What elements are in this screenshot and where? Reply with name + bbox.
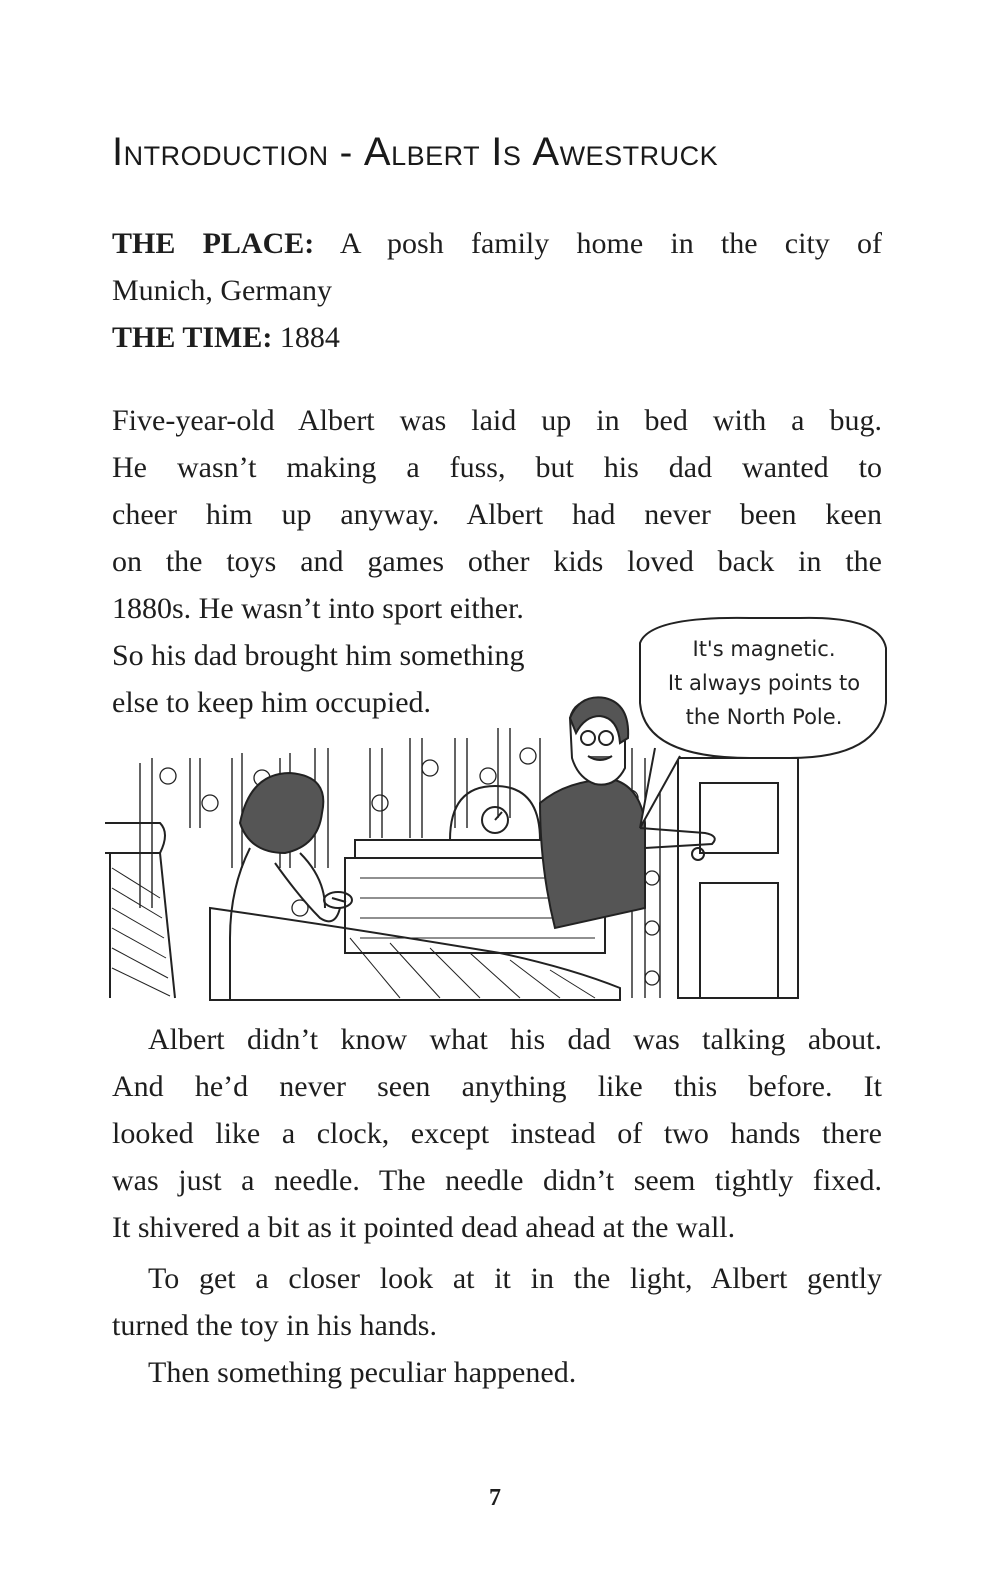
mantel-clock-icon xyxy=(450,786,540,840)
paragraph-line: So his dad brought him something xyxy=(112,639,525,672)
paragraph-line: It shivered a bit as it pointed dead ahead at the wall. xyxy=(112,1211,736,1244)
page-number: 7 xyxy=(489,1485,501,1511)
paragraph-line: He wasn’t making a fuss, but his dad wanted to xyxy=(112,451,882,484)
paragraph-line: else to keep him occupied. xyxy=(112,686,432,719)
title-initial: A xyxy=(363,130,392,174)
paragraph-line: on the toys and games other kids loved back in the xyxy=(112,545,882,578)
title-initial: I xyxy=(112,130,124,174)
title-dash: - xyxy=(328,132,364,174)
boy-figure xyxy=(230,773,352,1000)
paragraph-line: To get a closer look at it in the light, Albert gently xyxy=(148,1262,882,1295)
paragraph-line: Albert didn’t know what his dad was talking about. xyxy=(148,1023,882,1056)
time-value: 1884 xyxy=(272,321,340,354)
title-initial: A xyxy=(532,130,560,174)
speech-line: It's magnetic. xyxy=(692,637,836,661)
speech-line: the North Pole. xyxy=(685,705,843,729)
paragraph-line: cheer him up anyway. Albert had never been keen xyxy=(112,498,882,531)
time-line xyxy=(112,314,882,361)
title-word: lbert xyxy=(391,132,481,174)
speech-line: It always points to xyxy=(667,671,861,695)
place-line-2: Munich, Germany xyxy=(112,274,332,307)
place-line xyxy=(112,220,882,267)
paragraph-line: Five-year-old Albert was laid up in bed with a bug. xyxy=(112,404,882,437)
title-initial: I xyxy=(491,130,503,174)
paragraph-line: turned the toy in his hands. xyxy=(112,1309,437,1342)
paragraph-line: And he’d never seen anything like this before. It xyxy=(112,1070,882,1103)
title-word: s xyxy=(502,132,522,174)
chapter-title xyxy=(112,130,718,175)
title-word: ntroduction xyxy=(123,132,329,174)
door xyxy=(678,758,798,998)
paragraph-line: was just a needle. The needle didn’t seem tightly fixed. xyxy=(112,1164,882,1197)
paragraph-line: Then something peculiar happened. xyxy=(148,1356,577,1389)
paragraph-line: looked like a clock, except instead of two hands there xyxy=(112,1117,882,1150)
time-label: THE TIME: xyxy=(112,321,273,354)
paragraph-line: 1880s. He wasn’t into sport either. xyxy=(112,592,524,625)
title-word: westruck xyxy=(559,132,719,174)
place-label: THE PLACE: xyxy=(112,227,315,260)
place-value: A posh family home in the city of xyxy=(314,227,882,260)
